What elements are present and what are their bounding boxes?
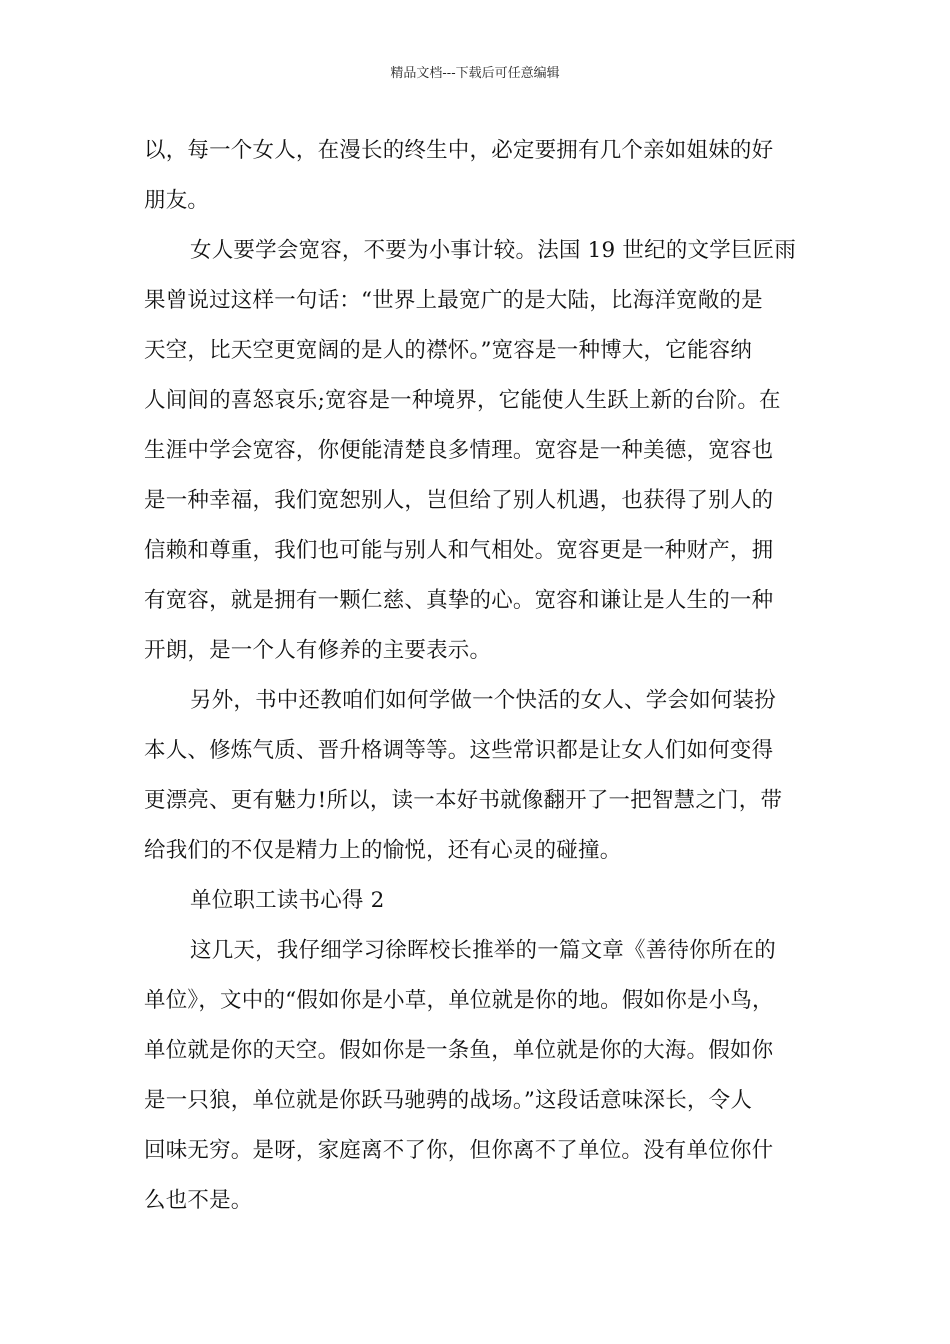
text-line: 单位就是你的天空。假如你是一条鱼，单位就是你的大海。假如你 (144, 1038, 774, 1063)
text-line: 更漂亮、更有魅力!所以，读一本好书就像翻开了一把智慧之门，带 (144, 788, 783, 813)
text-line: 果曾说过这样一句话：“世界上最宽广的是大陆，比海洋宽敞的是 (144, 288, 763, 313)
text-line: 回味无穷。是呀，家庭离不了你，但你离不了单位。没有单位你什 (144, 1138, 774, 1163)
text-line: 朋友。 (144, 188, 210, 213)
text-line: 信赖和尊重，我们也可能与别人和气相处。宽容更是一种财产，拥 (144, 538, 774, 563)
text-line: 生涯中学会宽容，你便能清楚良多情理。宽容是一种美德，宽容也 (144, 438, 774, 463)
text-line: 人间间的喜怒哀乐;宽容是一种境界，它能使人生跃上新的台阶。在 (144, 388, 781, 413)
text-line: 给我们的不仅是精力上的愉悦，还有心灵的碰撞。 (144, 838, 622, 863)
text-line: 以，每一个女人，在漫长的终生中，必定要拥有几个亲如姐妹的好 (144, 138, 774, 163)
paragraph-start-line: 另外，书中还教咱们如何学做一个快活的女人、学会如何装扮 (190, 688, 776, 713)
paragraph-start-line: 女人要学会宽容，不要为小事计较。法国 19 世纪的文学巨匠雨 (190, 238, 797, 263)
text-line: 天空，比天空更宽阔的是人的襟怀。”宽容是一种博大，它能容纳 (144, 338, 753, 363)
text-line: 单位》，文中的“假如你是小草，单位就是你的地。假如你是小鸟， (144, 988, 774, 1013)
text-line: 是一只狼，单位就是你跃马驰骋的战场。”这段话意味深长，令人 (144, 1088, 753, 1113)
paragraph-start-line: 这几天，我仔细学习徐晖校长推举的一篇文章《善待你所在的 (190, 938, 776, 963)
text-line: 是一种幸福，我们宽恕别人，岂但给了别人机遇，也获得了别人的 (144, 488, 774, 513)
document-body (144, 126, 809, 1226)
section-heading: 单位职工读书心得 2 (190, 888, 385, 913)
text-line: 有宽容，就是拥有一颗仁慈、真挚的心。宽容和谦让是人生的一种 (144, 588, 774, 613)
text-line: 本人、修炼气质、晋升格调等等。这些常识都是让女人们如何变得 (144, 738, 774, 763)
text-line: 么也不是。 (144, 1188, 253, 1213)
text-line: 开朗，是一个人有修养的主要表示。 (144, 638, 492, 663)
page-header: 精品文档---下载后可任意编辑 (390, 66, 560, 81)
